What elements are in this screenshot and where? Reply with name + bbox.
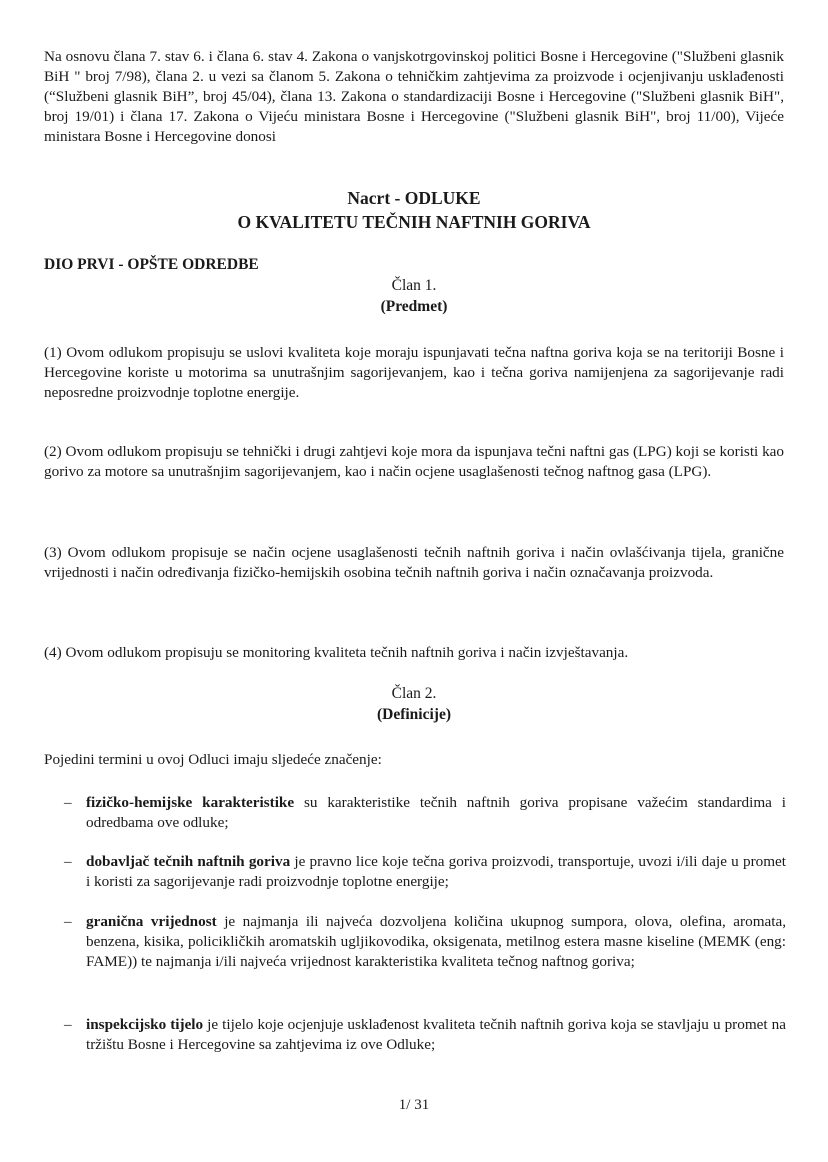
article-2-lead: Pojedini termini u ovoj Odluci imaju sljedeće značenje: xyxy=(44,751,382,768)
definition-item xyxy=(64,793,786,833)
definition-item xyxy=(64,912,786,972)
definition-term: dobavljač tečnih naftnih goriva xyxy=(86,853,291,870)
definition-text: je pravno lice koje tečna goriva proizvodi, transportuje, uvozi i/ili daje u promet i koristi za sagorijevanje radi proizvodnje toplotne energije; xyxy=(86,853,786,890)
dash-bullet: – xyxy=(64,853,72,870)
article-1-paragraph-2: (2) Ovom odlukom propisuju se tehnički i drugi zahtjevi koje mora da ispunjava tečni naftni gas (LPG) koji se koristi kao gorivo za motore sa unutrašnjim sagorijevanjem, kao i način ocjene usaglašenosti tečnog naftnog gasa (LPG). xyxy=(44,443,784,480)
article-1-paragraph-3: (3) Ovom odlukom propisuje se način ocjene usaglašenosti tečnih naftnih goriva i način ovlašćivanja tijela, granične vrijednosti i način određivanja fizičko-hemijskih osobina tečnih naftnih goriva i način označavanja proizvoda. xyxy=(44,544,784,581)
article-1-paragraph-1: (1) Ovom odlukom propisuju se uslovi kvaliteta koje moraju ispunjavati tečna naftna goriva koja se na teritoriji Bosne i Hercegovine koriste u motorima sa unutrašnjim sagorijevanjem, kao i tečna goriva namijenjena za sagorijevanje radi neposredne proizvodnje toplotne energije. xyxy=(44,344,784,401)
part-heading: DIO PRVI - OPŠTE ODREDBE xyxy=(44,256,259,273)
article-2-label: Član 2. xyxy=(391,685,437,702)
definition-item xyxy=(64,852,786,892)
definition-text: je najmanja ili najveća dozvoljena količina ukupnog sumpora, olova, olefina, aromata, benzena, kisika, policikličkih aromatskih ugljikovodika, oksigenata, metilnog estera masne kiseline (MEMK (eng: FAME)) te najmanja i/ili najveća vrijednost karakteristika kvaliteta tečnog naftnog goriva; xyxy=(86,913,786,970)
article-1-subtitle: (Predmet) xyxy=(380,298,448,315)
definition-term: fizičko-hemijske karakteristike xyxy=(86,794,295,811)
dash-bullet: – xyxy=(64,794,72,811)
dash-bullet: – xyxy=(64,913,72,930)
article-1-label: Član 1. xyxy=(391,277,437,294)
title-line-1: Nacrt - ODLUKE xyxy=(347,188,481,208)
article-2-subtitle: (Definicije) xyxy=(376,706,452,723)
article-1-paragraph-4: (4) Ovom odlukom propisuju se monitoring kvaliteta tečnih naftnih goriva i način izvještavanja. xyxy=(44,644,629,661)
definition-text: je tijelo koje ocjenjuje usklađenost kvaliteta tečnih naftnih goriva koja se stavljaju u promet na tržištu Bosne i Hercegovine sa zahtjevima iz ove Odluke; xyxy=(86,1016,786,1053)
page-number: 1/ 31 xyxy=(398,1097,430,1113)
intro-paragraph: Na osnovu člana 7. stav 6. i člana 6. stav 4. Zakona o vanjskotrgovinskoj politici Bosne i Hercegovine ("Službeni glasnik BiH " broj 7/98), člana 2. u vezi sa članom 5. Zakona o tehničkim zahtjevima za proizvode i ocjenjivanju usklađenosti (“Službeni glasnik BiH”, broj 45/04), člana 13. Zakona o standardizaciji Bosne i Hercegovine ("Službeni glasnik BiH", broj 19/01) i člana 17. Zakona o Vijeću ministara Bosne i Hercegovine ("Službeni glasnik BiH", broj 11/00), Vijeće ministara Bosne i Hercegovine donosi xyxy=(44,48,784,145)
definition-text: su karakteristike tečnih naftnih goriva propisane važećim standardima i odredbama ove odluke; xyxy=(86,794,786,831)
title-line-2: O KVALITETU TEČNIH NAFTNIH GORIVA xyxy=(237,212,591,232)
definition-term: granična vrijednost xyxy=(86,913,217,930)
definition-item xyxy=(64,1015,786,1055)
dash-bullet: – xyxy=(64,1016,72,1033)
definition-term: inspekcijsko tijelo xyxy=(86,1016,204,1033)
